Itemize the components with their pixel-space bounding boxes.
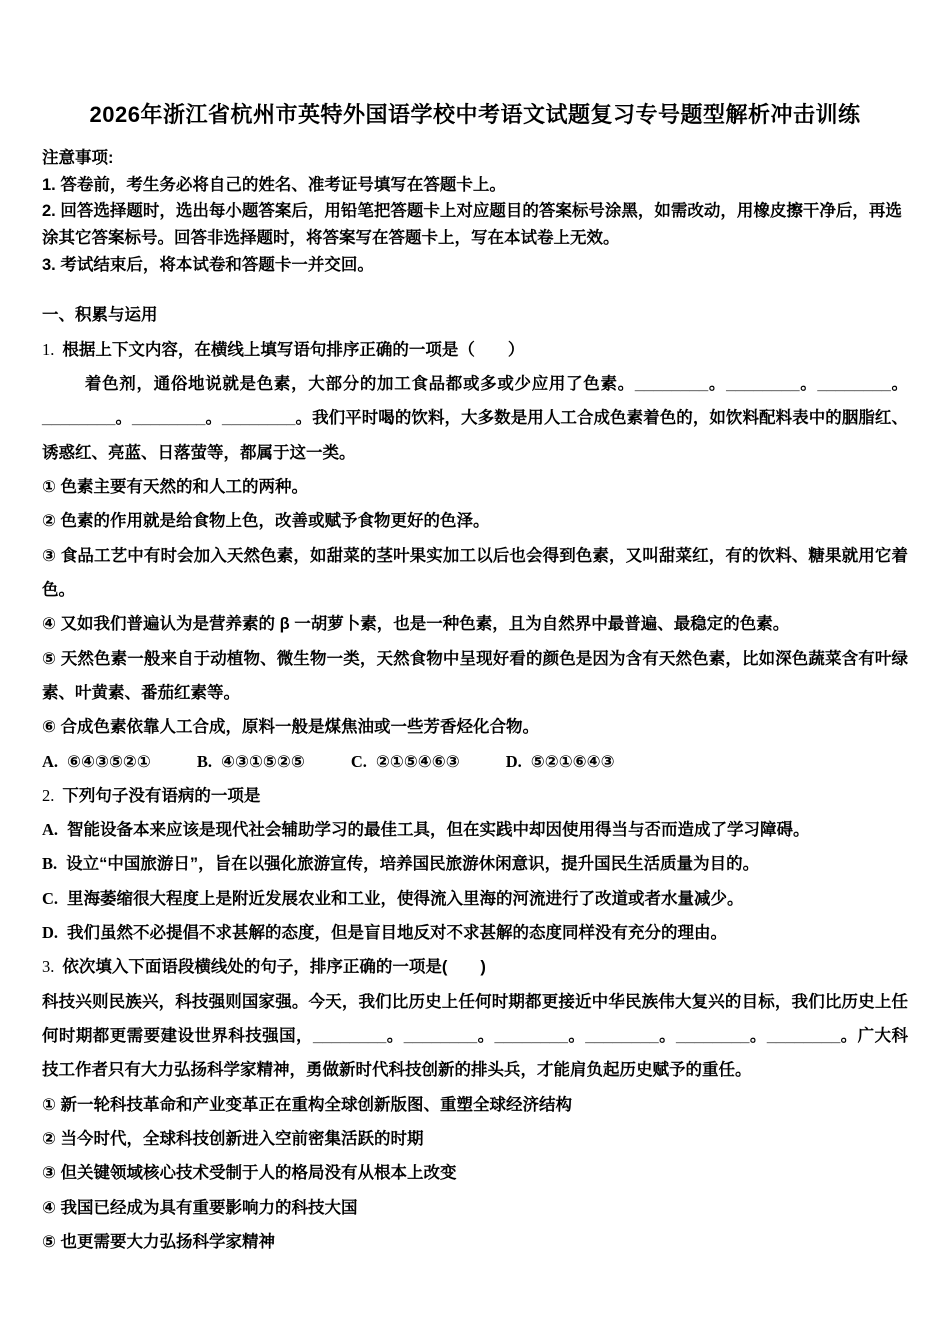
- notice-item: 2. 回答选择题时，选出每小题答案后，用铅笔把答题卡上对应题目的答案标号涂黑，如需改动，用橡皮擦干净后，再选涂其它答案标号。回答非选择题时，将答案写在答题卡上，写在本试卷上无效。: [42, 202, 902, 248]
- option-c-label: C.: [42, 888, 59, 908]
- question-1-sentence-2: ② 色素的作用就是给食物上色，改善或赋予食物更好的色泽。: [42, 512, 490, 531]
- option-b-label: B.: [42, 854, 58, 874]
- question-2-stem: [42, 779, 908, 813]
- question-2-option-b: [42, 847, 908, 881]
- question-1-passage: 着色剂，通俗地说就是色素，大部分的加工食品都或多或少应用了色素。________。________。________。________。________。________。我们平时喝的饮料，大多数是用人工合成色素着色的，如饮料配料表中的胭脂红、诱惑红、亮蓝、日落萤等，都属于这一类。: [42, 375, 908, 462]
- question-2-option-c: [42, 882, 908, 916]
- option-d-label: D.: [42, 923, 59, 943]
- notice-section: [42, 145, 908, 279]
- option-d-value: ⑤②①⑥④③: [530, 752, 615, 771]
- question-3-sentence-1: ① 新一轮科技革命和产业变革正在重构全球创新版图、重塑全球经济结构: [42, 1095, 573, 1114]
- option-a-label: A.: [42, 751, 59, 771]
- notice-item: 3. 考试结束后，将本试卷和答题卡一并交回。: [42, 255, 374, 274]
- question-2-option-d: [42, 916, 908, 950]
- question-1-option-b: [197, 745, 305, 779]
- question-1-sentence-1: ① 色素主要有天然的和人工的两种。: [42, 478, 309, 497]
- option-a-value: 智能设备本来应该是现代社会辅助学习的最佳工具，但在实践中却因使用得当与否而造成了学习障碍。: [67, 821, 810, 840]
- option-a-value: ⑥④③⑤②①: [67, 752, 151, 771]
- section-heading: 一、积累与运用: [42, 306, 158, 325]
- question-1-option-a: [42, 745, 151, 779]
- question-1-sentence-3: ③ 食品工艺中有时会加入天然色素，如甜菜的茎叶果实加工以后也会得到色素，又叫甜菜红，有的饮料、糖果就用它着色。: [42, 546, 908, 599]
- question-2-stem-text: 下列句子没有语病的一项是: [62, 786, 261, 805]
- question-3-number: 3.: [42, 957, 55, 977]
- option-b-value: 设立“中国旅游日”，旨在以强化旅游宣传，培养国民旅游休闲意识，提升国民生活质量为目的。: [66, 855, 760, 874]
- question-1-options: [42, 745, 908, 779]
- option-b-label: B.: [196, 751, 213, 771]
- question-3-sentence-3: ③ 但关键领域核心技术受制于人的格局没有从根本上改变: [42, 1164, 457, 1183]
- option-a-label: A.: [42, 820, 59, 840]
- question-3-sentence-5: ⑤ 也更需要大力弘扬科学家精神: [42, 1232, 276, 1251]
- page-title: 2026年浙江省杭州市英特外国语学校中考语文试题复习专号题型解析冲击训练: [89, 102, 861, 127]
- notice-heading: 注意事项:: [42, 148, 114, 167]
- question-3-passage: 科技兴则民族兴，科技强则国家强。今天，我们比历史上任何时期都更接近中华民族伟大复兴的目标，我们比历史上任何时期都更需要建设世界科技强国，________。________。________。________。________。________。广大科技工作者只有大力弘扬科学家精神，勇做新时代科技创新的排头兵，才能肩负起历史赋予的重任。: [42, 992, 908, 1080]
- question-1-sentence-5: ⑤ 天然色素一般来自于动植物、微生物一类，天然食物中呈现好看的颜色是因为含有天然色素，比如深色蔬菜含有叶绿素、叶黄素、番茄红素等。: [42, 649, 908, 702]
- option-c-label: C.: [350, 751, 367, 771]
- question-1-stem-text: 根据上下文内容，在横线上填写语句排序正确的一项是（ ）: [62, 340, 525, 359]
- question-3-stem: [42, 950, 908, 984]
- question-1-option-c: [351, 745, 460, 779]
- option-d-label: D.: [505, 751, 522, 771]
- question-1-option-d: [506, 745, 615, 779]
- question-2-number: 2.: [42, 785, 55, 805]
- question-1-sentence-6: ⑥ 合成色素依靠人工合成，原料一般是煤焦油或一些芳香烃化合物。: [42, 718, 540, 737]
- question-3-sentence-4: ④ 我国已经成为具有重要影响力的科技大国: [42, 1198, 358, 1217]
- question-3-sentence-2: ② 当今时代，全球科技创新进入空前密集活跃的时期: [42, 1129, 424, 1148]
- question-1-number: 1.: [42, 339, 55, 359]
- option-c-value: ②①⑤④⑥③: [375, 752, 460, 771]
- questions-section: [42, 298, 908, 1259]
- notice-item: 1. 答卷前，考生务必将自己的姓名、准考证号填写在答题卡上。: [42, 175, 506, 194]
- question-2-option-a: [42, 813, 908, 847]
- option-b-value: ④③①⑤②⑤: [221, 752, 305, 771]
- option-c-value: 里海萎缩很大程度上是附近发展农业和工业，使得流入里海的河流进行了改道或者水量减少。: [67, 889, 744, 908]
- question-1-sentence-4: ④ 又如我们普遍认为是营养素的 β 一胡萝卜素，也是一种色素，且为自然界中最普遍、最稳定的色素。: [42, 615, 790, 634]
- option-d-value: 我们虽然不必提倡不求甚解的态度，但是盲目地反对不求甚解的态度同样没有充分的理由。: [67, 924, 728, 943]
- question-1-stem: [42, 333, 908, 367]
- question-3-stem-text: 依次填入下面语段横线处的句子，排序正确的一项是( ): [62, 958, 486, 977]
